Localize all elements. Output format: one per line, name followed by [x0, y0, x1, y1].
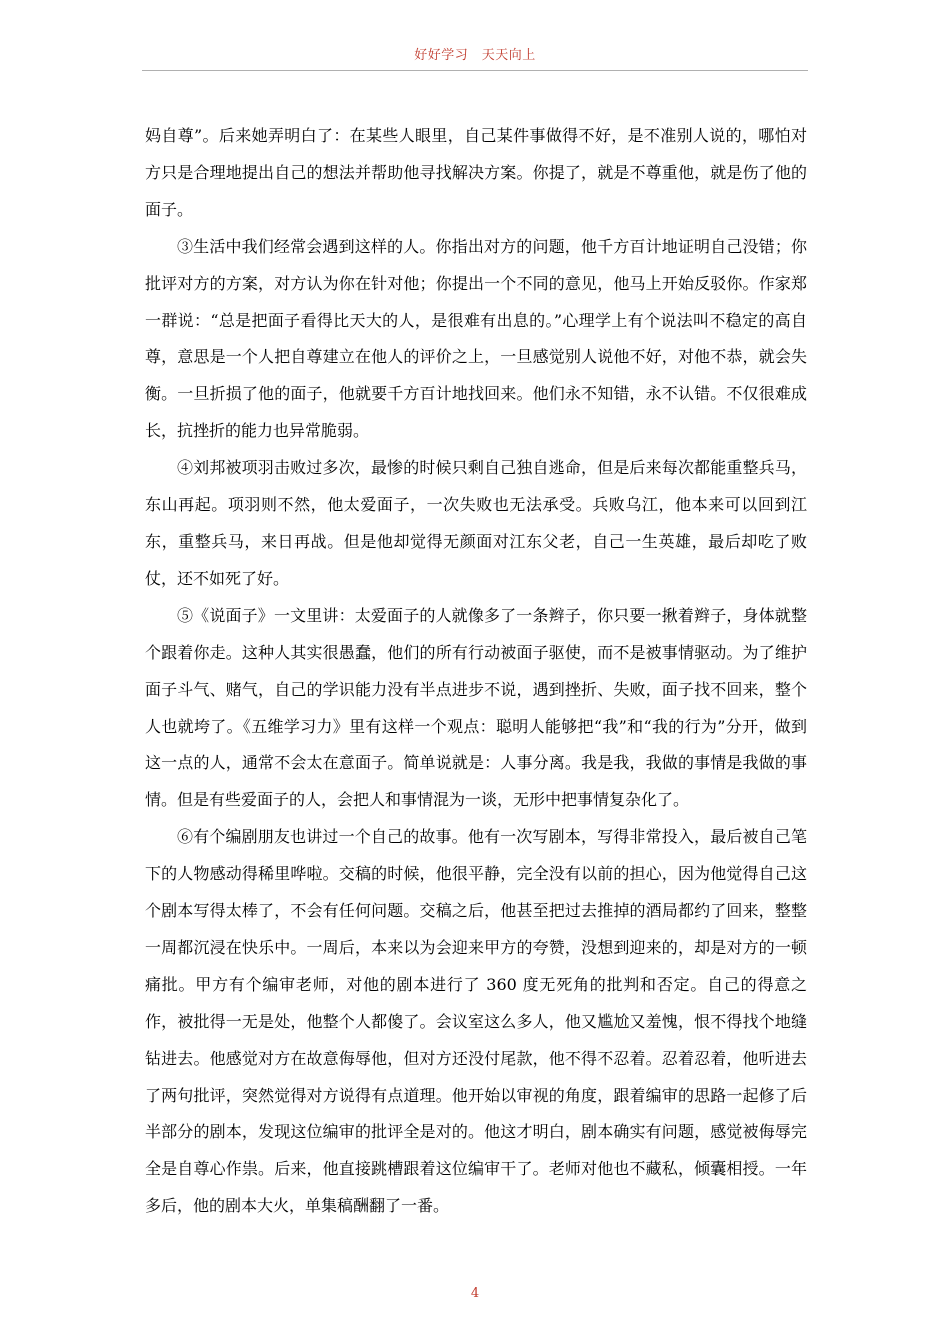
- paragraph-6: ⑥有个编剧朋友也讲过一个自己的故事。他有一次写剧本，写得非常投入，最后被自己笔下的人物感动得稀里哗啦。交稿的时候，他很平静，完全没有以前的担心，因为他觉得自己这个剧本写得太棒了，不会有任何问题。交稿之后，他甚至把过去推掉的酒局都约了回来，整整一周都沉浸在快乐中。一周后，本来以为会迎来甲方的夸赞，没想到迎来的，却是对方的一顿痛批。甲方有个编审老师，对他的剧本进行了 360 度无死角的批判和否定。自己的得意之作，被批得一无是处，他整个人都傻了。会议室这么多人，他又尴尬又羞愧，恨不得找个地缝钻进去。他感觉对方在故意侮辱他，但对方还没付尾款，他不得不忍着。忍着忍着，他听进去了两句批评，突然觉得对方说得有点道理。他开始以审视的角度，跟着编审的思路一起修了后半部分的剧本，发现这位编审的批评全是对的。他这才明白，剧本确实有问题，感觉被侮辱完全是自尊心作祟。后来，他直接跳槽跟着这位编审干了。老师对他也不藏私，倾囊相授。一年多后，他的剧本大火，单集稿酬翻了一番。: [145, 827, 807, 1216]
- header-divider: [142, 70, 808, 71]
- page-number: 4: [470, 1286, 480, 1301]
- paragraph-5: ⑤《说面子》一文里讲：太爱面子的人就像多了一条辫子，你只要一揪着辫子，身体就整个跟着你走。这种人其实很愚蠢，他们的所有行动被面子驱使，而不是被事情驱动。为了维护面子斗气、赌气，自己的学识能力没有半点进步不说，遇到挫折、失败，面子找不回来，整个人也就垮了。《五维学习力》里有这样一个观点：聪明人能够把“我”和“我的行为”分开，做到这一点的人，通常不会太在意面子。简单说就是：人事分离。我是我，我做的事情是我做的事情。但是有些爱面子的人，会把人和事情混为一谈，无形中把事情复杂化了。: [145, 605, 807, 810]
- page-header: 好好学习 天天向上: [414, 48, 536, 63]
- paragraph-4: ④刘邦被项羽击败过多次，最惨的时候只剩自己独自逃命，但是后来每次都能重整兵马，东山再起。项羽则不然，他太爱面子，一次失败也无法承受。兵败乌江，他本来可以回到江东，重整兵马，来日再战。但是他却觉得无颜面对江东父老，自己一生英雄，最后却吃了败仗，还不如死了好。: [145, 458, 807, 588]
- paragraph-3: ③生活中我们经常会遇到这样的人。你指出对方的问题，他千方百计地证明自己没错；你批评对方的方案，对方认为你在针对他；你提出一个不同的意见，他马上开始反驳你。作家郑一群说：“总是把面子看得比天大的人，是很难有出息的。”心理学上有个说法叫不稳定的高自尊，意思是一个人把自尊建立在他人的评价之上，一旦感觉别人说他不好，对他不恭，就会失衡。一旦折损了他的面子，他就要千方百计地找回来。他们永不知错，永不认错。不仅很难成长，抗挫折的能力也异常脆弱。: [145, 236, 807, 441]
- article-body: [145, 118, 807, 1225]
- paragraph-continuation: 妈自尊”。后来她弄明白了：在某些人眼里，自己某件事做得不好，是不准别人说的，哪怕对方只是合理地提出自己的想法并帮助他寻找解决方案。你提了，就是不尊重他，就是伤了他的面子。: [145, 126, 807, 219]
